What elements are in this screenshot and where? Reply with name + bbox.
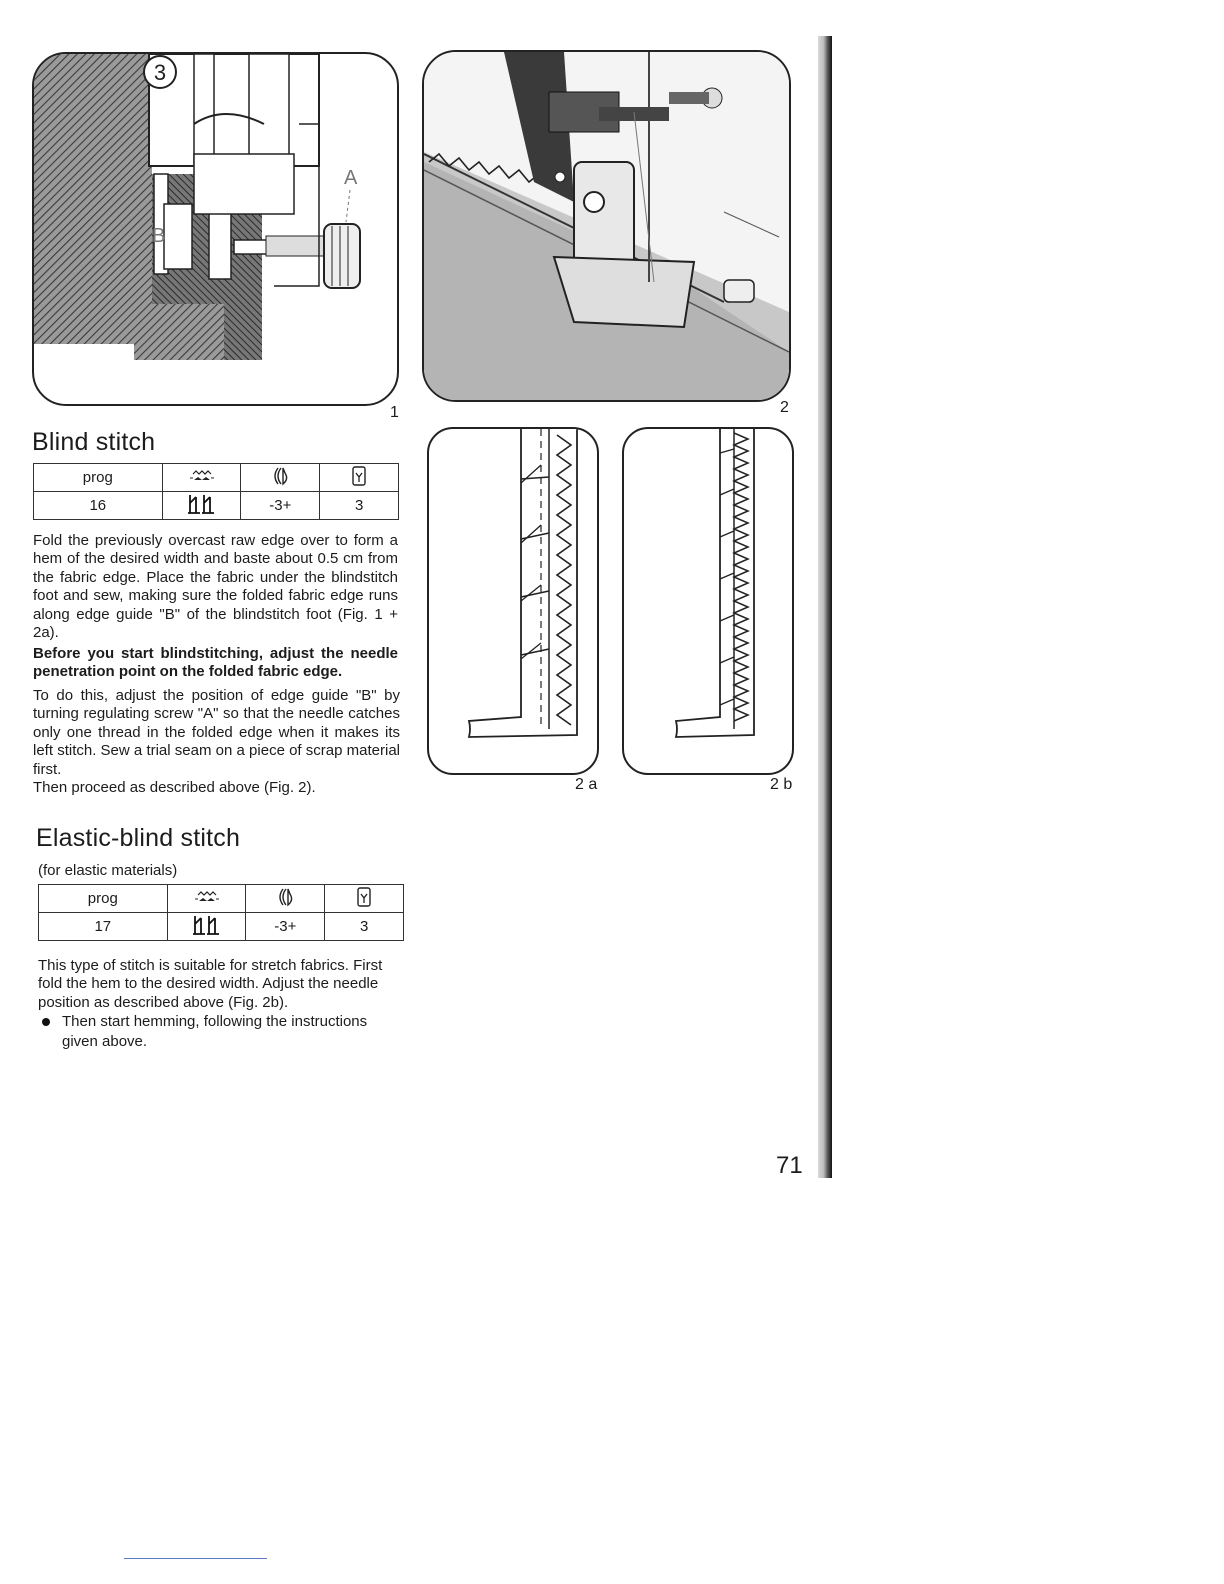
figure-2b-elastic-blindstitch-diagram — [622, 427, 794, 775]
elastic-blind-stitch-title: Elastic-blind stitch — [36, 824, 241, 852]
blind-stitch-settings-table — [33, 463, 399, 520]
figure-2a-blindstitch-diagram — [427, 427, 599, 775]
prog-value: 16 — [34, 492, 163, 520]
figure-1-blindstitch-foot — [32, 52, 399, 406]
prog-header: prog — [39, 885, 168, 913]
bullet-icon — [42, 1018, 50, 1026]
blind-stitch-pattern-icon — [162, 492, 241, 520]
figure-1-illustration — [34, 54, 397, 404]
presser-foot-icon — [325, 885, 404, 913]
stitch-length-icon — [241, 464, 320, 492]
figure-1-label: 1 — [390, 404, 399, 421]
figure-2b-illustration — [624, 429, 792, 773]
elastic-blind-stitch-subtitle: (for elastic materials) — [38, 862, 178, 879]
stitch-width-icon — [167, 885, 246, 913]
figure-2a-illustration — [429, 429, 597, 773]
stitch-width-icon — [162, 464, 241, 492]
figure-2a-label: 2 a — [575, 776, 598, 793]
settings-header-row — [39, 885, 404, 913]
length-value: -3+ — [246, 913, 325, 941]
bullet-text: Then start hemming, following the instructions given above. — [62, 1013, 368, 1050]
foot-value: 3 — [325, 913, 404, 941]
elastic-blind-stitch-settings-table — [38, 884, 404, 941]
blind-stitch-paragraph-3: To do this, adjust the position of edge guide "B" by turning regulating screw "A" so that the needle catches only one thread in the folded edge when it makes its left stitch. Sew a trial seam on a piece of scrap material first. — [33, 687, 400, 778]
blind-stitch-paragraph-2: Before you start blindstitching, adjust the needle penetration point on the folded fabric edge. — [33, 645, 398, 681]
figure-1-badge-text: 3 — [153, 60, 167, 85]
settings-header-row — [34, 464, 399, 492]
footer-rule — [124, 1558, 267, 1559]
prog-header: prog — [34, 464, 163, 492]
blind-stitch-pattern-icon — [167, 913, 246, 941]
figure-2-illustration — [424, 52, 789, 400]
settings-value-row — [39, 913, 404, 941]
figure-2-label: 2 — [780, 399, 789, 416]
length-value: -3+ — [241, 492, 320, 520]
elastic-blind-stitch-bullet — [38, 1012, 406, 1052]
screw-a-label: A — [344, 167, 358, 189]
prog-value: 17 — [39, 913, 168, 941]
page-edge-bar — [818, 36, 832, 1178]
stitch-length-icon — [246, 885, 325, 913]
edge-guide-b-label: B — [152, 225, 166, 247]
foot-value: 3 — [320, 492, 399, 520]
settings-value-row — [34, 492, 399, 520]
blind-stitch-paragraph-4: Then proceed as described above (Fig. 2). — [33, 779, 316, 796]
figure-2b-label: 2 b — [770, 776, 793, 793]
presser-foot-icon — [320, 464, 399, 492]
figure-2-sewing-photo — [422, 50, 791, 402]
blind-stitch-title: Blind stitch — [32, 428, 156, 456]
page-number: 71 — [776, 1152, 803, 1179]
elastic-blind-stitch-paragraph: This type of stitch is suitable for stretch fabrics. First fold the hem to the desired width. Adjust the needle position as described above (Fig. 2b). — [38, 957, 383, 1011]
blind-stitch-paragraph-1: Fold the previously overcast raw edge over to form a hem of the desired width and baste about 0.5 cm from the fabric edge. Place the fabric under the blindstitch foot and sew, making sure the folded fabric edge runs along edge guide "B" of the blindstitch foot (Fig. 1 + 2a). — [33, 532, 398, 642]
